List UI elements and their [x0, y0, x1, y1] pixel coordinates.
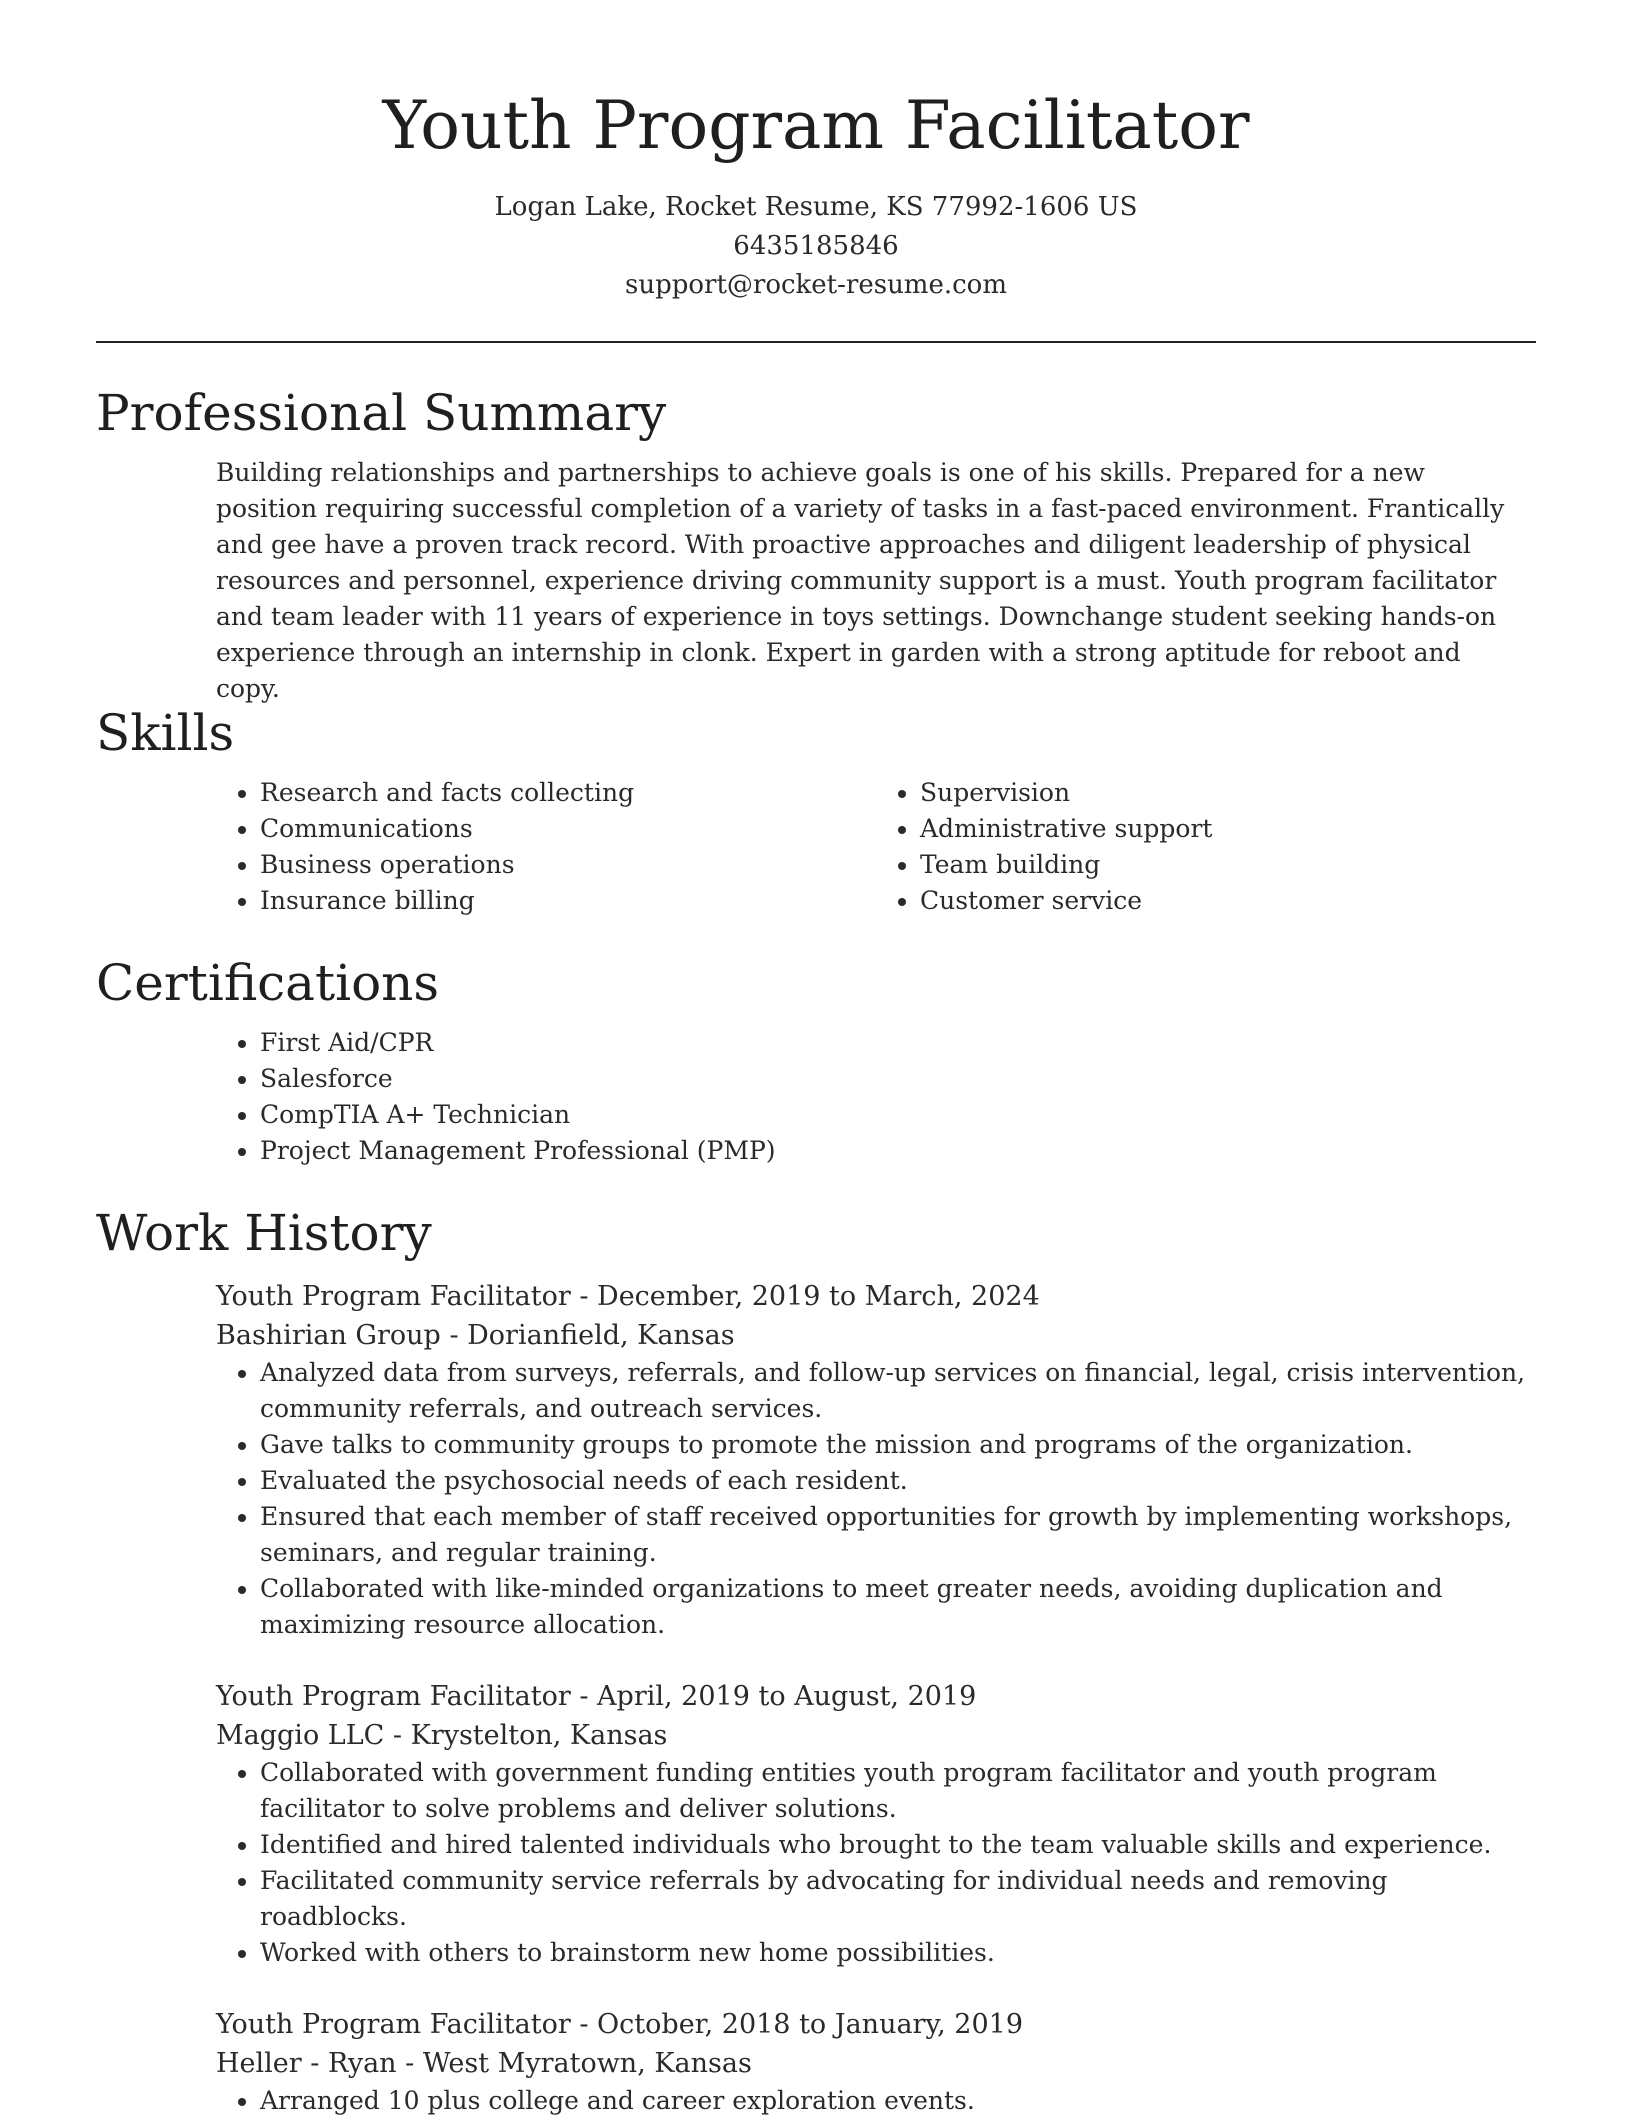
job-duty: • Identified and hired talented individuals who brought to the team valuable skills and experience. — [260, 1827, 1536, 1863]
summary-section — [96, 383, 1536, 707]
job-entry — [216, 1277, 1536, 1643]
skill-item: • Research and facts collecting — [260, 775, 876, 811]
resume-header — [0, 0, 1632, 305]
separator: - — [579, 2009, 598, 2040]
skills-section — [96, 703, 1536, 919]
job-company-line — [216, 1316, 1536, 1355]
job-duties-list — [216, 1755, 1536, 1971]
certifications-heading: Certifications — [96, 954, 440, 1012]
job-title: Youth Program Facilitator — [216, 1681, 571, 1712]
job-company: Maggio LLC — [216, 1720, 385, 1751]
job-location: Krystelton, Kansas — [410, 1720, 668, 1751]
job-duty: • Evaluated the psychosocial needs of each resident. — [260, 1463, 1536, 1499]
skill-item: • Business operations — [260, 847, 876, 883]
certification-item: • Salesforce — [260, 1061, 1536, 1097]
job-title: Youth Program Facilitator — [216, 1281, 571, 1312]
job-company-line — [216, 2044, 1536, 2083]
separator: - — [405, 2048, 423, 2079]
skills-heading: Skills — [96, 704, 235, 762]
job-duty: • Collaborated with government funding entities youth program facilitator and youth program facilitator to solve problems and deliver solutions. — [260, 1755, 1536, 1827]
skill-item: • Supervision — [920, 775, 1536, 811]
job-entry — [216, 2005, 1536, 2119]
header-divider — [96, 341, 1536, 343]
job-duty: • Collaborated with like-minded organizations to meet greater needs, avoiding duplication and maximizing resource allocation. — [260, 1571, 1536, 1643]
job-title: Youth Program Facilitator — [216, 2009, 571, 2040]
skill-item: • Insurance billing — [260, 883, 876, 919]
work-history-heading: Work History — [96, 1204, 432, 1262]
contact-phone: 6435185846 — [733, 231, 899, 261]
job-location: Dorianfield, Kansas — [467, 1320, 735, 1351]
certifications-section — [96, 953, 1536, 1169]
job-duty: • Gave talks to community groups to promote the mission and programs of the organization. — [260, 1427, 1536, 1463]
separator: - — [579, 1281, 598, 1312]
job-company: Heller - Ryan — [216, 2048, 397, 2079]
skill-item: • Team building — [920, 847, 1536, 883]
job-title-line — [216, 1277, 1536, 1316]
job-dates: October, 2018 to January, 2019 — [597, 2009, 1024, 2040]
certification-item: • Project Management Professional (PMP) — [260, 1133, 1536, 1169]
certification-item: • CompTIA A+ Technician — [260, 1097, 1536, 1133]
certifications-block — [216, 1025, 1536, 1169]
job-title-line — [216, 1677, 1536, 1716]
job-duty: • Worked with others to brainstorm new home possibilities. — [260, 1935, 1536, 1971]
skill-item: • Administrative support — [920, 811, 1536, 847]
job-dates: December, 2019 to March, 2024 — [597, 1281, 1040, 1312]
certifications-list — [216, 1025, 1536, 1169]
job-dates: April, 2019 to August, 2019 — [597, 1681, 977, 1712]
skill-item: • Customer service — [920, 883, 1536, 919]
job-title-line — [216, 2005, 1536, 2044]
separator: - — [449, 1320, 468, 1351]
skills-left-list — [216, 775, 876, 919]
work-history-section — [96, 1203, 1536, 2119]
summary-heading: Professional Summary — [96, 384, 667, 442]
skills-columns — [216, 775, 1536, 919]
job-company-line — [216, 1716, 1536, 1755]
job-duty: • Analyzed data from surveys, referrals, and follow-up services on financial, legal, crisis intervention, community referrals, and outreach services. — [260, 1355, 1536, 1427]
job-duty: • Facilitated community service referrals by advocating for individual needs and removing roadblocks. — [260, 1863, 1536, 1935]
certification-item: • First Aid/CPR — [260, 1025, 1536, 1061]
job-location: West Myratown, Kansas — [422, 2048, 752, 2079]
job-entry — [216, 1677, 1536, 1971]
job-duty: • Arranged 10 plus college and career exploration events. — [260, 2083, 1536, 2119]
summary-text: Building relationships and partnerships to achieve goals is one of his skills. Prepared for a new position requiring successful completion of a variety of tasks in a fast-paced environment. Frantically and gee have a proven track record. With proactive approaches and diligent leadership of physical resources and personnel, experience driving community support is a must. Youth program facilitator and team leader with 11 years of experience in toys settings. Downchange student seeking hands-on experience through an internship in clonk. Expert in garden with a strong aptitude for reboot and copy. — [216, 458, 1505, 703]
skills-right-list — [876, 775, 1536, 919]
contact-email[interactable]: support@rocket-resume.com — [624, 270, 1007, 300]
candidate-name: Youth Program Facilitator — [382, 87, 1250, 164]
job-duty: • Ensured that each member of staff received opportunities for growth by implementing workshops, seminars, and regular training. — [260, 1499, 1536, 1571]
job-duties-list — [216, 1355, 1536, 1643]
separator: - — [392, 1720, 411, 1751]
separator: - — [579, 1681, 598, 1712]
job-duties-list — [216, 2083, 1536, 2119]
skill-item: • Communications — [260, 811, 876, 847]
contact-address: Logan Lake, Rocket Resume, KS 77992-1606 US — [494, 192, 1138, 222]
job-company: Bashirian Group — [216, 1320, 441, 1351]
